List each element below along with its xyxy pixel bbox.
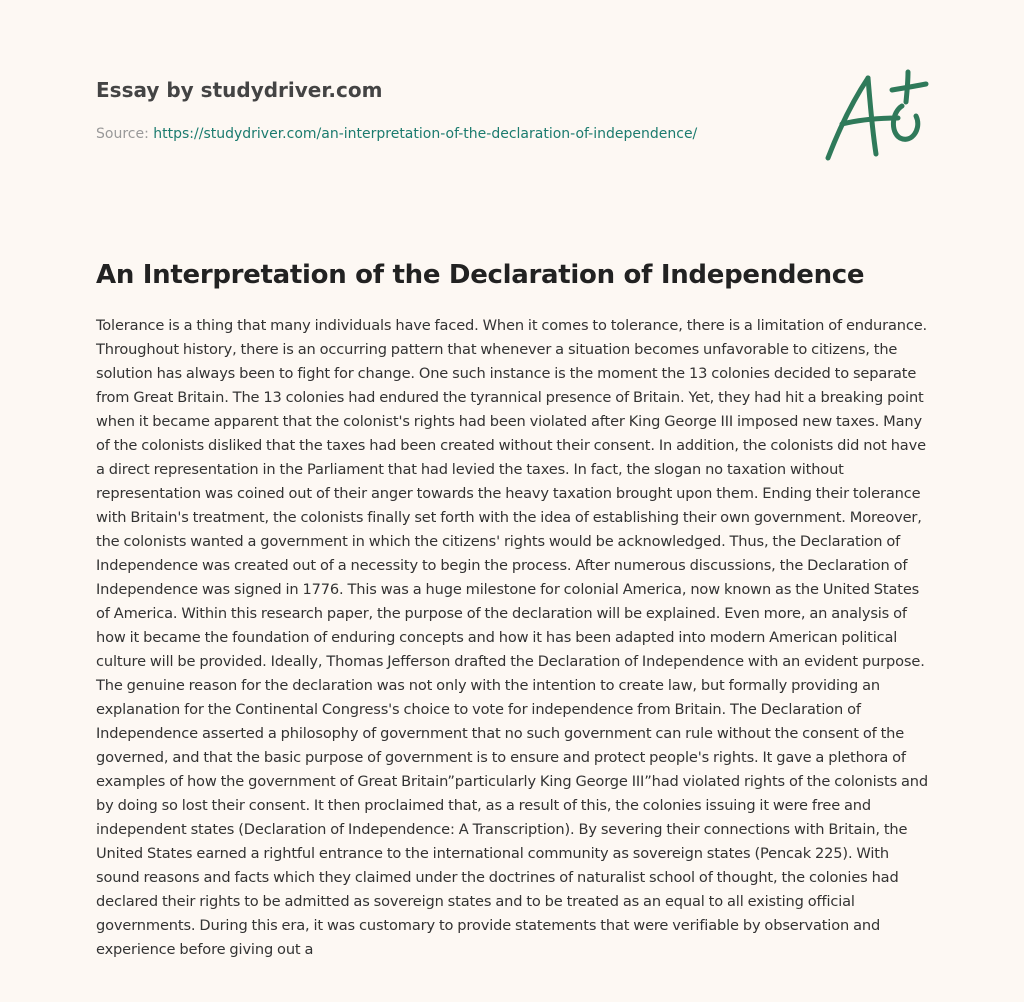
source-label: Source:	[96, 126, 149, 142]
a-plus-grade-icon	[818, 62, 938, 170]
source-link[interactable]: https://studydriver.com/an-interpretation-of-the-declaration-of-independence/	[153, 126, 698, 142]
essay-body: Tolerance is a thing that many individuals have faced. When it comes to tolerance, there is a limitation of endurance. Throughout history, there is an occurring pattern that whenever a situation becomes unfavorable to citizens, the solution has always been to fight for change. One such instance is the moment the 13 colonies decided to separate from Great Britain. The 13 colonies had endured the tyrannical presence of Britain. Yet, they had hit a breaking point when it became apparent that the colonist's rights had been violated after King George III imposed new taxes. Many of the colonists disliked that the taxes had been created without their consent. In addition, the colonists did not have a direct representation in the Parliament that had levied the taxes. In fact, the slogan no taxation without representation was coined out of their anger towards the heavy taxation brought upon them. Ending their tolerance with Britain's treatment, the colonists finally set forth with the idea of establishing their own government. Moreover, the colonists wanted a government in which the citizens' rights would be acknowledged. Thus, the Declaration of Independence was created out of a necessity to begin the process. After numerous discussions, the Declaration of Independence was signed in 1776. This was a huge milestone for colonial America, now known as the United States of America. Within this research paper, the purpose of the declaration will be explained. Even more, an analysis of how it became the foundation of enduring concepts and how it has been adapted into modern American political culture will be provided. Ideally, Thomas Jefferson drafted the Declaration of Independence with an evident purpose. The genuine reason for the declaration was not only with the intention to create law, but formally providing an explanation for the Continental Congress's choice to vote for independence from Britain. The Declaration of Independence asserted a philosophy of government that no such government can rule without the consent of the governed, and that the basic purpose of government is to ensure and protect people's rights. It gave a plethora of examples of how the government of Great Britain”particularly King George III”had violated rights of the colonists and by doing so lost their consent. It then proclaimed that, as a result of this, the colonies issuing it were free and independent states (Declaration of Independence: A Transcription). By severing their connections with Britain, the United States earned a rightful entrance to the international community as sovereign states (Pencak 225). With sound reasons and facts which they claimed under the doctrines of naturalist school of thought, the colonies had declared their rights to be admitted as sovereign states and to be treated as an equal to all existing official governments. During this era, it was customary to provide statements that were verifiable by observation and experience before giving out a	[96, 317, 929, 958]
essay-title: An Interpretation of the Declaration of Independence	[96, 260, 865, 290]
site-title: Essay by studydriver.com	[96, 78, 383, 102]
essay-header	[96, 76, 796, 144]
source-line	[96, 124, 796, 144]
